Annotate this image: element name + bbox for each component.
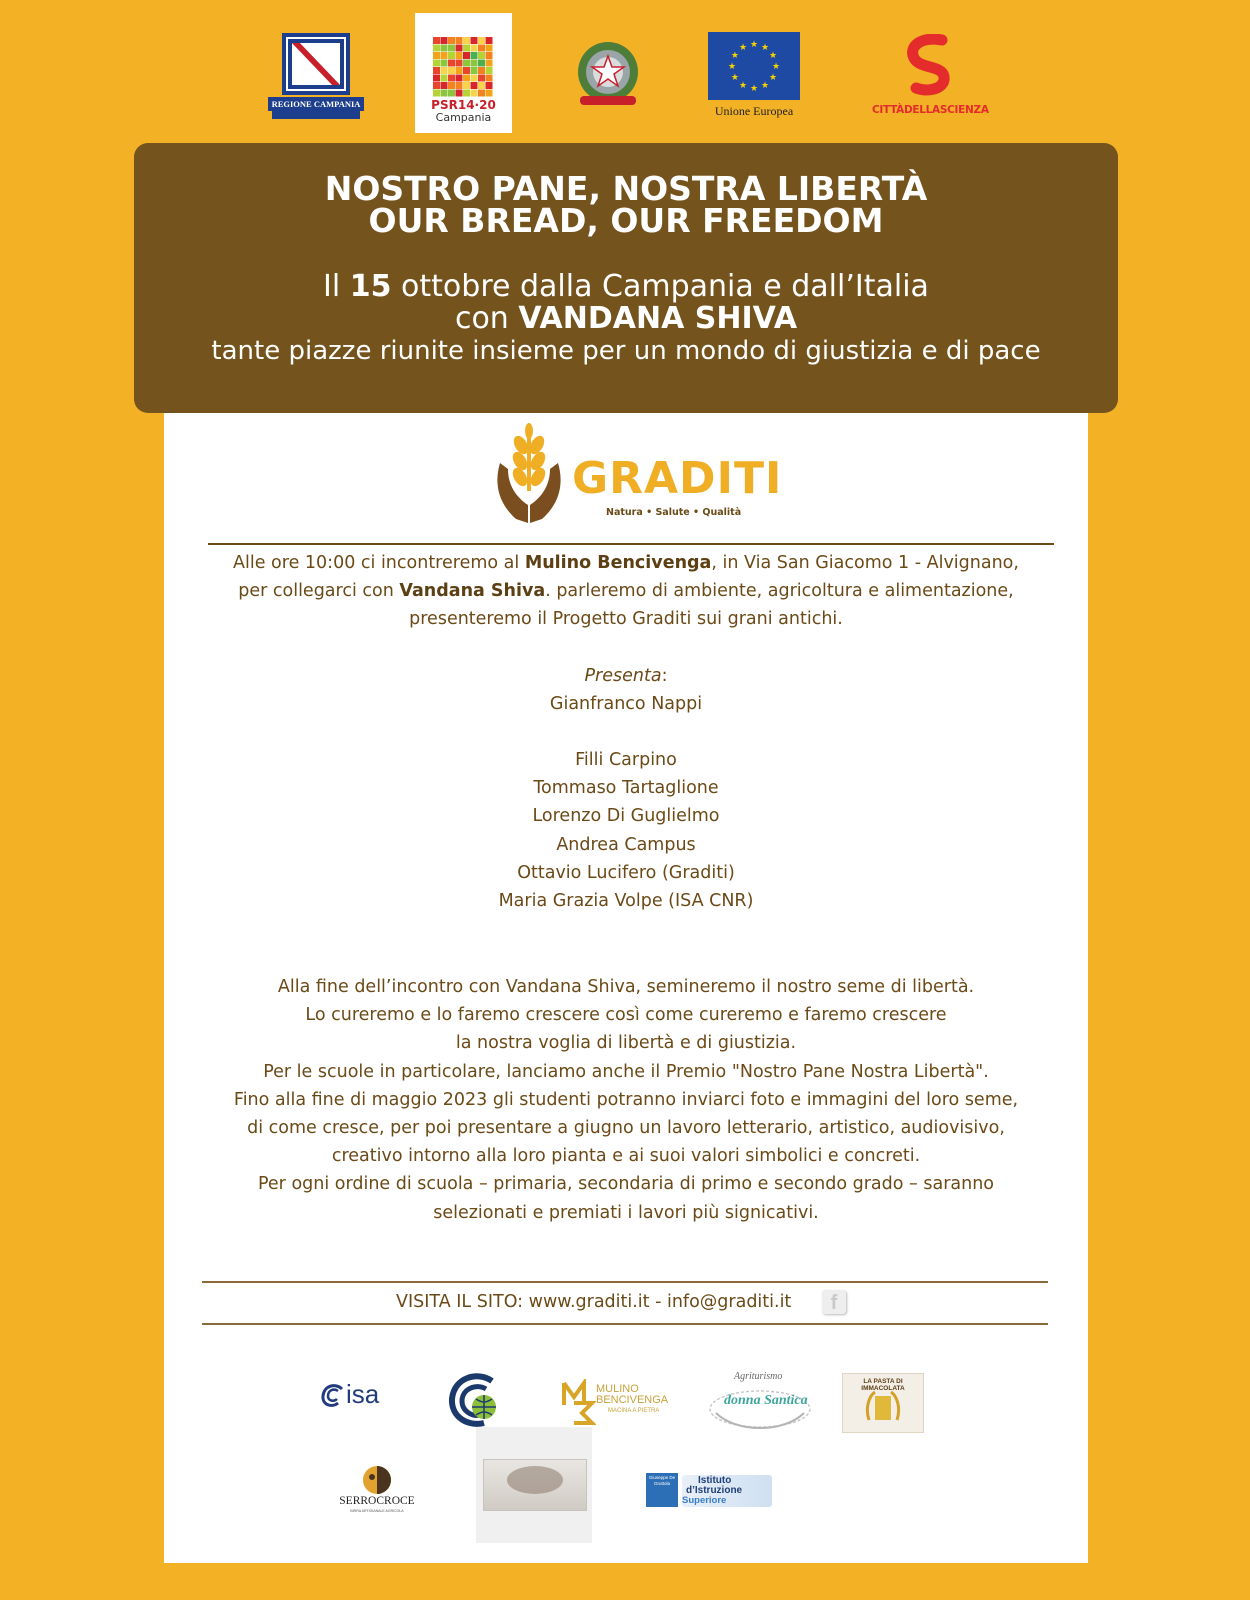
content-card [164, 413, 1088, 1563]
speaker-item: Lorenzo Di Guglielmo [532, 806, 720, 827]
ue-label: Unione Europea [714, 104, 794, 118]
isa-label: isa [346, 1379, 380, 1409]
facebook-icon[interactable]: f [822, 1290, 846, 1314]
divider-footer-bottom [202, 1323, 1048, 1325]
banner-date-line [134, 271, 1118, 335]
closing-line: di come cresce, per poi presentare a giugno un lavoro letterario, artistico, audiovisivo, [247, 1118, 1005, 1139]
svg-text:★: ★ [738, 42, 748, 53]
sponsor-serrocroce-logo [334, 1465, 420, 1517]
closing-line: creativo intorno alla loro pianta e ai suoi valori simbolici e concreti. [331, 1146, 921, 1167]
isa-swirl-icon [320, 1383, 346, 1409]
svg-text:★: ★ [769, 51, 778, 61]
presenta-block [164, 662, 1088, 718]
sponsor-cnr-logo [448, 1373, 502, 1427]
logo-regione-campania [268, 33, 364, 121]
speaker-item: Filli Carpino [575, 750, 677, 770]
graditi-logo [494, 423, 783, 527]
closing-line: selezionati e premiati i lavori più signicativi. [433, 1202, 819, 1223]
psr-sublabel: Campania [435, 111, 492, 124]
mulino-label-3: MACINA A PIETRA [608, 1408, 660, 1414]
closing-line: Per ogni ordine di scuola – primaria, secondaria di primo e secondo grado – saranno [257, 1174, 995, 1195]
psr-label: PSR14·20 [431, 98, 496, 112]
intro-line2-a: per collegarci con [238, 581, 400, 602]
intro-line3: presenteremo il Progetto Graditi sui grani antichi. [409, 609, 843, 630]
intro-line1-a: Alle ore 10:00 ci incontreremo al [233, 553, 525, 573]
psr-mosaic-icon [433, 37, 493, 97]
speaker-item: Ottavio Lucifero (Graditi) [517, 862, 735, 883]
title-english: OUR BREAD, OUR FREEDOM [368, 201, 884, 240]
presenta-colon: : [661, 666, 668, 686]
presenta-label: Presenta [584, 666, 662, 686]
banner-subtitle: tante piazze riunite insieme per un mondo di giustizia e di pace [211, 336, 1041, 366]
svg-text:★: ★ [730, 73, 739, 83]
speaker-item: Maria Grazia Volpe (ISA CNR) [498, 891, 754, 912]
mulino-monogram-icon [562, 1379, 596, 1427]
divider-footer-top [202, 1281, 1048, 1283]
intro-venue: Mulino Bencivenga [524, 553, 712, 573]
svg-text:★: ★ [738, 81, 748, 92]
svg-text:★: ★ [769, 73, 778, 83]
intro-line1-b: , in Via San Giacomo 1 - Alvignano, [711, 553, 1019, 573]
date-prefix: Il [323, 269, 350, 304]
closing-line: Fino alla fine di maggio 2023 gli studenti potranno inviarci foto e immagini del loro seme, [233, 1089, 1019, 1110]
oval-badge-icon [505, 1464, 565, 1496]
speaker-item: Tommaso Tartaglione [533, 778, 719, 799]
istituto-label-3: Superiore [682, 1495, 727, 1506]
istituto-label-1: Istituto [698, 1475, 732, 1486]
donna-label-1: Agriturismo [734, 1371, 783, 1382]
graditi-name: GRADITI [572, 453, 783, 504]
eu-flag-icon [708, 32, 800, 102]
citta-label: CITTÀDELLASCIENZA [872, 104, 989, 116]
serrocroce-emblem-icon [361, 1465, 393, 1495]
speakers-list [164, 746, 1088, 915]
svg-text:★: ★ [760, 42, 770, 53]
sponsor-istituto-logo [646, 1473, 772, 1507]
donna-label-2: donna Santica [724, 1393, 808, 1408]
svg-text:★: ★ [749, 40, 759, 50]
logo-citta-della-scienza [872, 34, 989, 122]
visit-site-text[interactable]: VISITA IL SITO: www.graditi.it - info@graditi.it [396, 1292, 792, 1312]
title-italian: NOSTRO PANE, NOSTRA LIBERTÀ [324, 169, 928, 208]
pasta-wheat-icon [863, 1390, 903, 1424]
sponsor-donna-santica-logo [706, 1369, 814, 1439]
intro-line2-b: . parleremo di ambiente, agricoltura e alimentazione, [545, 581, 1014, 602]
mulino-label-1: MULINO [596, 1383, 639, 1395]
svg-text:★: ★ [760, 81, 770, 92]
closing-line: la nostra voglia di libertà e di giustizia. [455, 1033, 797, 1054]
cnr-globe-icon [448, 1373, 502, 1427]
event-banner [134, 143, 1118, 413]
guest-name: VANDANA SHIVA [518, 301, 798, 336]
svg-text:★: ★ [727, 62, 737, 72]
speaker-item: Andrea Campus [556, 834, 696, 855]
date-day: 15 [349, 269, 392, 304]
serrocroce-label: SERROCROCE [339, 1495, 415, 1507]
istituto-side-label: Giuseppe De Gruttola [648, 1475, 676, 1486]
closing-line: Alla fine dell’incontro con Vandana Shiva, semineremo il nostro seme di libertà. [277, 977, 975, 997]
date-suffix: ottobre dalla Campania e dall’Italia [391, 269, 929, 304]
closing-text [164, 973, 1088, 1227]
svg-text:★: ★ [730, 51, 739, 61]
citta-s-icon [902, 34, 956, 96]
istituto-main-panel [682, 1475, 772, 1507]
wheat-hands-icon [494, 423, 564, 527]
logo-psr-campania [415, 13, 512, 133]
sponsor-photo [483, 1459, 587, 1511]
banner-title [134, 169, 1118, 240]
svg-text:★: ★ [771, 62, 781, 72]
sponsor-photo-panel [476, 1427, 592, 1543]
closing-line: Lo cureremo e lo faremo crescere così come cureremo e faremo crescere [305, 1005, 947, 1026]
sponsor-pasta-immacolata-logo [842, 1373, 924, 1433]
closing-line: Per le scuole in particolare, lanciamo anche il Premio "Nostro Pane Nostra Libertà". [263, 1061, 989, 1082]
intro-text [164, 549, 1088, 634]
istituto-label-2: d’Istruzione [686, 1485, 743, 1496]
presenta-host: Gianfranco Nappi [549, 694, 703, 715]
intro-guest: Vandana Shiva [399, 581, 546, 602]
istituto-side-panel [646, 1473, 678, 1507]
logo-unione-europea [708, 32, 800, 122]
logo-repubblica-italiana [574, 36, 642, 110]
graditi-tagline: Natura • Salute • Qualità [606, 507, 742, 518]
sponsor-mulino-bencivenga-logo [562, 1379, 669, 1427]
emblem-star-icon [574, 36, 642, 110]
pasta-label: LA PASTA DI IMMACOLATA [861, 1378, 905, 1392]
regione-label: REGIONE CAMPANIA [271, 99, 361, 109]
sponsor-isa-logo [320, 1381, 392, 1411]
svg-text:★: ★ [749, 84, 759, 94]
mulino-label-2: BENCIVENGA [596, 1394, 669, 1406]
serrocroce-sublabel: BIRRA ARTIGIANALE AGRICOLA [350, 1509, 404, 1513]
guest-prefix: con [454, 301, 519, 336]
divider-top [208, 543, 1054, 545]
